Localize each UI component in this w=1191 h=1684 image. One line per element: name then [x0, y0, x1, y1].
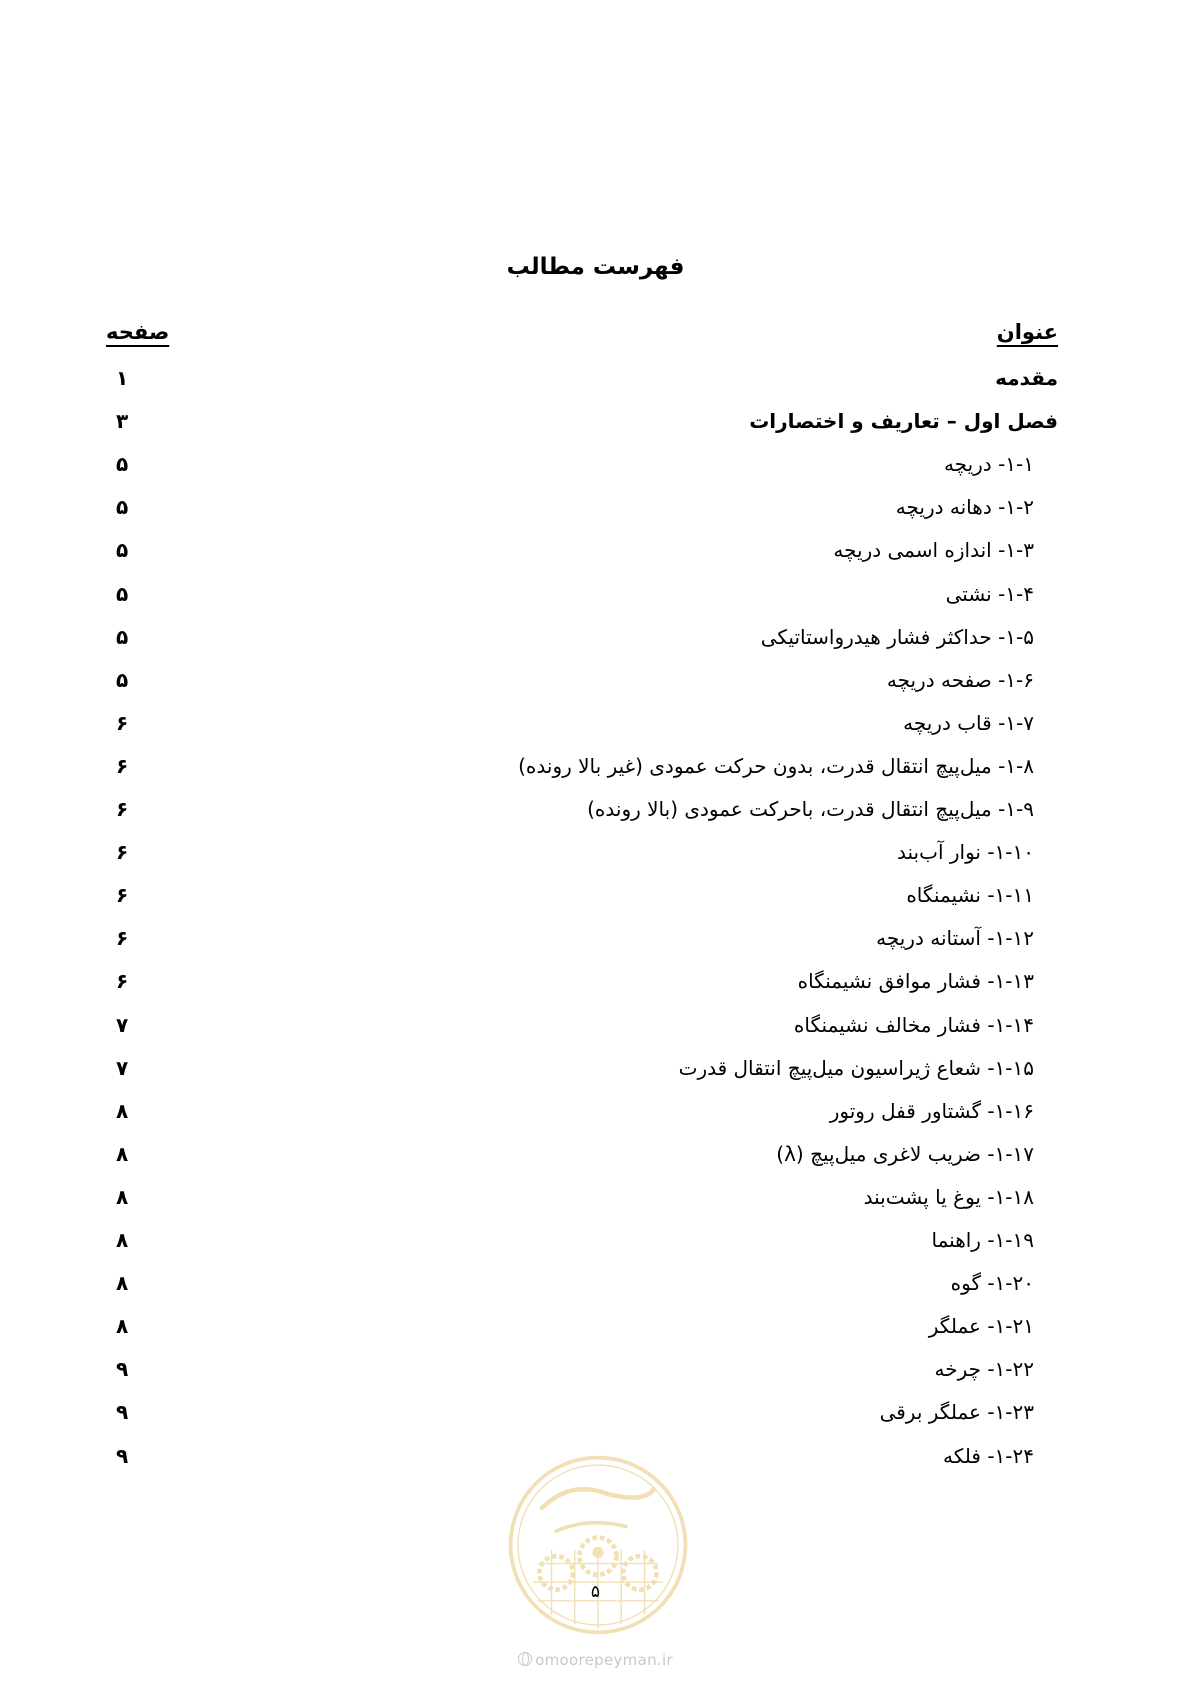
- toc-entry-page: ۶: [116, 797, 129, 821]
- toc-entry-page: ۵: [116, 495, 129, 520]
- toc-row: [106, 1314, 1058, 1348]
- toc-entry-title: ۱-۵- حداکثر فشار هیدرواستاتیکی: [760, 624, 1034, 649]
- toc-entry-title: ۱-۱۴- فشار مخالف نشیمنگاه: [793, 1012, 1034, 1037]
- toc-entry-page: ۶: [116, 926, 129, 951]
- toc-header-page: صفحه: [106, 320, 170, 344]
- site-footer: [0, 1651, 1191, 1669]
- watermark-logo-icon: [505, 1452, 691, 1638]
- toc-row: [106, 366, 1058, 400]
- toc-row: [106, 452, 1058, 486]
- toc-entry-title: ۱-۲۴- فلکه: [943, 1443, 1034, 1468]
- toc-entry-title: ۱-۱- دریچه: [943, 452, 1034, 477]
- toc-entry-title: ۱-۱۲- آستانه دریچه: [876, 926, 1034, 951]
- page-number: ۵: [590, 1582, 601, 1602]
- toc-entry-page: ۶: [116, 710, 129, 735]
- toc-entry-page: ۵: [116, 538, 129, 563]
- toc-entry-title: ۱-۲۰- گوه: [950, 1271, 1034, 1296]
- toc-row: [106, 1400, 1058, 1434]
- toc-entry-title: ۱-۴- نشتی: [945, 581, 1034, 606]
- toc-row: [106, 538, 1058, 572]
- toc-entry-title: فصل اول – تعاریف و اختصارات: [749, 409, 1058, 434]
- toc-entry-title: ۱-۷- قاب دریچه: [903, 710, 1034, 735]
- toc-row: [106, 668, 1058, 702]
- toc-row: [106, 754, 1058, 788]
- toc-row: [106, 1056, 1058, 1090]
- toc-row: [106, 409, 1058, 443]
- toc-row: [106, 840, 1058, 874]
- toc-entry-title: ۱-۲۳- عملگر برقی: [879, 1400, 1034, 1425]
- toc-header: [106, 320, 1058, 354]
- toc-row: [106, 582, 1058, 616]
- toc-entry-title: ۱-۸- میل‌پیچ انتقال قدرت، بدون حرکت عمودی (غیر بالا رونده): [518, 753, 1034, 778]
- toc-entry-page: ۸: [116, 1098, 129, 1123]
- toc-entry-page: ۵: [116, 667, 129, 692]
- toc-entry-title: ۱-۱۳- فشار موافق نشیمنگاه: [797, 969, 1034, 994]
- toc-row: [106, 969, 1058, 1003]
- toc-row: [106, 1185, 1058, 1219]
- toc-entry-title: ۱-۹- میل‌پیچ انتقال قدرت، باحرکت عمودی (بالا رونده): [587, 797, 1034, 821]
- toc-row: [106, 1271, 1058, 1305]
- toc-row: [106, 625, 1058, 659]
- toc-row: [106, 1013, 1058, 1047]
- toc-entry-page: ۸: [116, 1141, 129, 1166]
- toc-entry-title: ۱-۱۸- یوغ یا پشت‌بند: [863, 1184, 1034, 1209]
- toc-entry-title: ۱-۱۶- گشتاور قفل روتور: [829, 1098, 1034, 1123]
- toc-row: [106, 1357, 1058, 1391]
- toc-entry-title: ۱-۱۱- نشیمنگاه: [906, 883, 1034, 908]
- toc-row: [106, 711, 1058, 745]
- toc-entry-title: ۱-۱۹- راهنما: [931, 1228, 1034, 1252]
- toc-row: [106, 1142, 1058, 1176]
- toc-entry-page: ۸: [116, 1314, 129, 1339]
- toc-entry-page: ۵: [116, 452, 129, 477]
- toc-entry-page: ۸: [116, 1184, 129, 1209]
- toc-row: [106, 495, 1058, 529]
- toc-entry-page: ۵: [116, 581, 129, 606]
- toc-entry-page: ۶: [116, 840, 129, 865]
- toc-entry-page: ۹: [116, 1400, 129, 1425]
- toc-entry-page: ۷: [116, 1012, 129, 1037]
- toc-entry-title: مقدمه: [995, 366, 1058, 390]
- toc-entry-page: ۵: [116, 624, 129, 649]
- toc-entry-title: ۱-۱۰- نوار آب‌بند: [897, 840, 1034, 865]
- toc-entry-title: ۱-۳- اندازه اسمی دریچه: [833, 538, 1034, 563]
- toc-entry-page: ۳: [116, 409, 129, 434]
- toc-entry-title: ۱-۱۵- شعاع ژیراسیون میل‌پیچ انتقال قدرت: [678, 1055, 1034, 1080]
- toc-header-title: عنوان: [996, 320, 1058, 344]
- toc-entry-page: ۶: [116, 969, 129, 994]
- toc-entry-title: ۱-۱۷- ضریب لاغری میل‌پیچ (λ): [776, 1141, 1034, 1166]
- toc-entry-page: ۱: [116, 366, 129, 390]
- toc-entry-page: ۶: [116, 753, 129, 778]
- toc-entry-page: ۷: [116, 1055, 129, 1080]
- site-url: omoorepeyman.ir: [535, 1651, 673, 1669]
- toc-entry-title: ۱-۶- صفحه دریچه: [886, 667, 1034, 692]
- toc-row: [106, 1099, 1058, 1133]
- toc-row: [106, 883, 1058, 917]
- toc-entry-title: ۱-۲۲- چرخه: [934, 1357, 1034, 1382]
- page-title: فهرست مطالب: [506, 254, 685, 280]
- toc-entry-title: ۱-۲- دهانه دریچه: [895, 495, 1034, 520]
- globe-icon: [518, 1652, 532, 1666]
- toc-entry-title: ۱-۲۱- عملگر: [928, 1314, 1034, 1339]
- toc-row: [106, 1228, 1058, 1262]
- toc-entry-page: ۸: [116, 1228, 129, 1252]
- toc-row: [106, 797, 1058, 831]
- toc-entry-page: ۶: [116, 883, 129, 908]
- toc-entry-page: ۹: [116, 1357, 129, 1382]
- toc-entry-page: ۸: [116, 1271, 129, 1296]
- toc-entry-page: ۹: [116, 1443, 129, 1468]
- toc-row: [106, 926, 1058, 960]
